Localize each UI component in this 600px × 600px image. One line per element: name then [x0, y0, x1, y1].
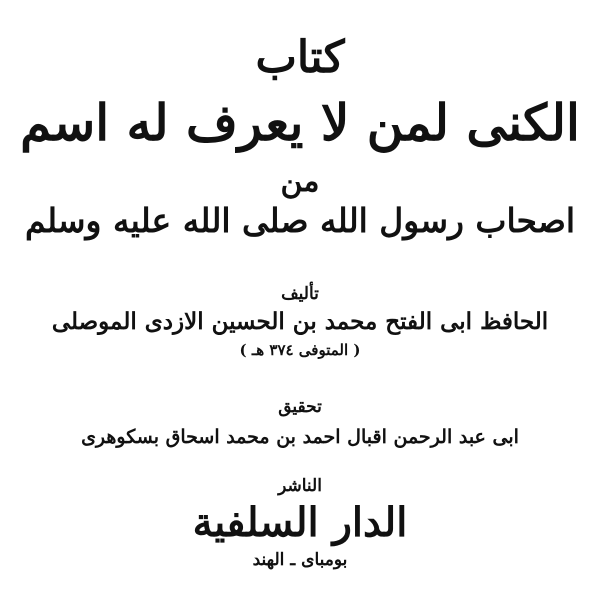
title-connector: من: [280, 164, 320, 199]
author-death-year: ( المتوفى ٣٧٤ هـ ): [239, 341, 361, 359]
book-label: كتاب: [255, 32, 345, 83]
editor-name: ابى عبد الرحمن اقبال احمد بن محمد اسحاق بسكوهرى: [81, 426, 519, 448]
publisher-location: بومباى ـ الهند: [252, 550, 348, 570]
book-subtitle: اصحاب رسول الله صلى الله عليه وسلم: [24, 201, 576, 240]
publisher-name: الدار السلفية: [192, 499, 408, 546]
publisher-label: الناشر: [278, 476, 322, 496]
author-name: الحافظ ابى الفتح محمد بن الحسين الازدى الموصلى: [51, 308, 549, 335]
authorship-label: تأليف: [281, 284, 319, 304]
editor-label: تحقيق: [278, 397, 322, 417]
book-title: الكنى لمن لا يعرف له اسم: [20, 93, 580, 152]
